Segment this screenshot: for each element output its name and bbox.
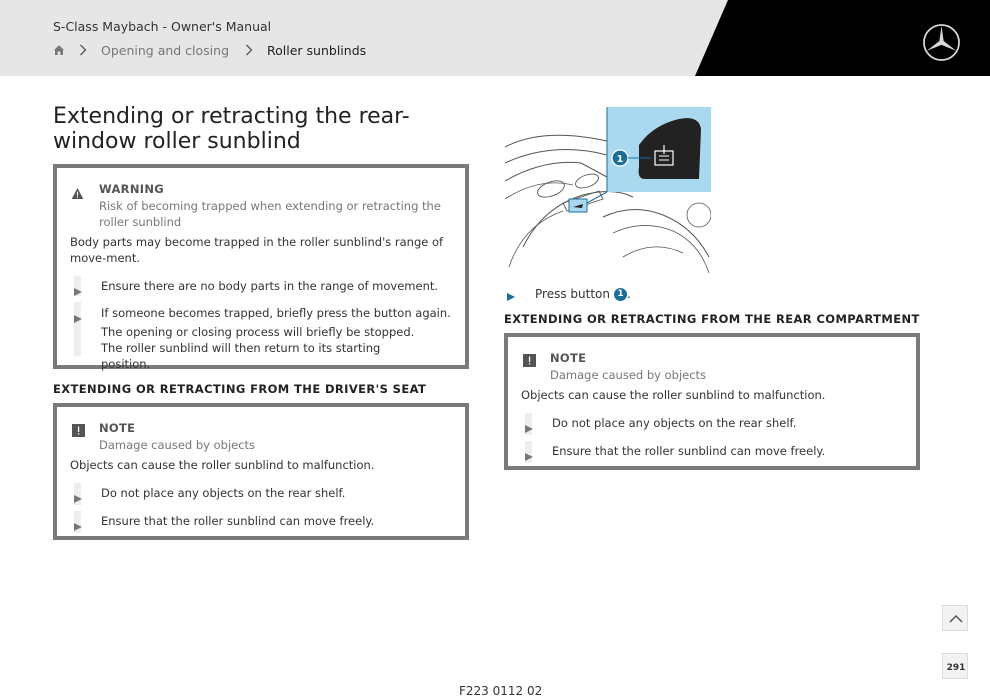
page-number-button[interactable] [942, 653, 968, 679]
chevron-right-icon [79, 44, 87, 56]
warning-box [53, 164, 469, 369]
header [0, 0, 990, 76]
section-heading-driver-seat: EXTENDING OR RETRACTING FROM THE DRIVER'S SEAT [53, 382, 427, 396]
warning-subtitle: Risk of becoming trapped when extending or retracting the roller sunblind [99, 199, 441, 229]
page-title: Extending or retracting the rear-window roller sunblind [53, 104, 410, 154]
note-exclamation-icon [72, 422, 85, 435]
step-arrow-icon [74, 516, 82, 524]
warning-triangle-icon [71, 185, 84, 198]
warning-label: WARNING [99, 182, 164, 196]
note-label: NOTE [99, 421, 136, 435]
warning-body: Body parts may become trapped in the roller sunblind's range of move-ment. [70, 235, 444, 265]
step-arrow-icon [525, 446, 533, 454]
step-arrow-icon [74, 281, 82, 289]
note-exclamation-icon [523, 352, 536, 365]
mercedes-star-logo[interactable] [922, 23, 961, 62]
note-step-1: Do not place any objects on the rear shelf. [552, 416, 797, 430]
breadcrumb-item-roller-sunblinds[interactable]: Roller sunblinds [267, 42, 367, 58]
note-step-2: Ensure that the roller sunblind can move freely. [552, 444, 826, 458]
press-button-text: Press button [535, 287, 610, 301]
rear-console-illustration [503, 107, 711, 277]
press-button-suffix: . [626, 287, 631, 301]
note-body: Objects can cause the roller sunblind to malfunction. [521, 388, 826, 402]
button-number-badge: 1 [614, 288, 627, 301]
warning-step-2: If someone becomes trapped, briefly press the button again. [101, 306, 451, 320]
warning-step-2-detail: The opening or closing process will briefly be stopped. The roller sunblind will then return to its starting position. [101, 325, 415, 371]
breadcrumb-item-opening-closing[interactable]: Opening and closing [101, 42, 230, 58]
step-arrow-icon [74, 308, 82, 316]
press-button-step [507, 287, 631, 301]
page-badge-text: 291 [946, 663, 966, 673]
scroll-up-icon [943, 617, 969, 636]
section-heading-rear-compartment: EXTENDING OR RETRACTING FROM THE REAR COMPARTMENT [504, 312, 920, 326]
note-box-rear [504, 333, 920, 470]
note-body: Objects can cause the roller sunblind to malfunction. [70, 458, 375, 472]
step-arrow-icon [74, 488, 82, 496]
callout-number: 1 [616, 154, 624, 165]
home-icon[interactable] [53, 44, 65, 56]
scroll-up-button[interactable] [942, 605, 968, 631]
breadcrumb [53, 41, 382, 59]
warning-step-1: Ensure there are no body parts in the range of movement. [101, 279, 439, 293]
note-subtitle: Damage caused by objects [550, 368, 707, 382]
note-step-1: Do not place any objects on the rear shelf. [101, 486, 346, 500]
figure-code: F223 0112 02 [459, 684, 543, 698]
note-label: NOTE [550, 351, 587, 365]
step-arrow-icon [525, 418, 533, 426]
step-arrow-icon [507, 290, 515, 298]
manual-title: S-Class Maybach - Owner's Manual [53, 19, 272, 34]
chevron-right-icon [245, 44, 253, 56]
note-step-2: Ensure that the roller sunblind can move freely. [101, 514, 375, 528]
note-box-driver [53, 403, 469, 540]
page-badge-icon [943, 665, 969, 684]
note-subtitle: Damage caused by objects [99, 438, 256, 452]
